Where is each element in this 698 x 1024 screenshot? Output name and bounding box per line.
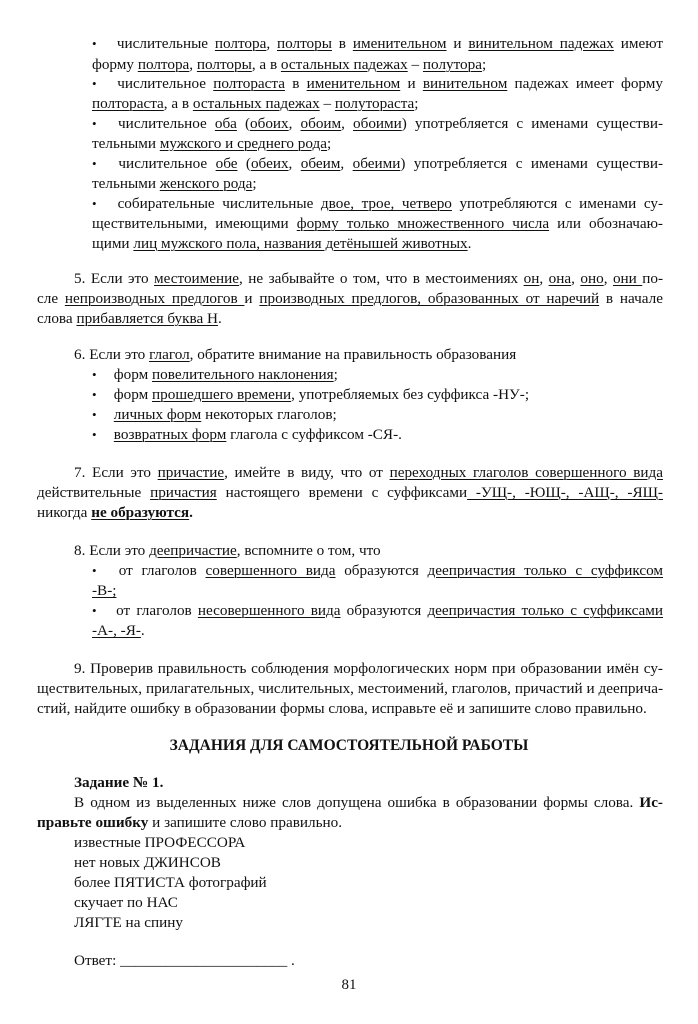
task-1-option-4: скучает по НАС bbox=[74, 894, 178, 911]
item-7-line-1: 7. Если это причастие, имейте в виду, что от переходных глаголов совершенного вида bbox=[74, 464, 663, 481]
task-1-instruction-line-2: правьте ошибку и запишите слово правильно. bbox=[37, 814, 343, 831]
numeral-rule-1-line-2: форму полтора, полторы, а в остальных падежах – полутора; bbox=[92, 56, 487, 73]
item-9-line-3: стий, найдите ошибку в образовании формы слова, исправьте её и запишите слово правильно. bbox=[37, 700, 647, 717]
task-1-option-5: ЛЯГТЕ на спину bbox=[74, 914, 183, 931]
numeral-rule-5-line-3: щими лиц мужского пола, названия детёнышей животных. bbox=[92, 235, 472, 252]
item-8-bullet-2-line-2: -А-, -Я-. bbox=[92, 622, 145, 639]
task-1-instruction-line-1: В одном из выделенных ниже слов допущена ошибка в образовании формы слова. Ис- bbox=[74, 794, 663, 811]
item-9-line-2: ществительных, прилагательных, числительных, местоимений, глаголов, причастий и дееприча- bbox=[37, 680, 663, 697]
item-6-bullet-2: • форм прошедшего времени, употребляемых без суффикса -НУ-; bbox=[92, 385, 529, 405]
numeral-rule-2-line-2: полтораста, а в остальных падежах – полутораста; bbox=[92, 95, 419, 112]
answer-blank[interactable]: ______________________ bbox=[120, 952, 288, 969]
item-8-intro: 8. Если это деепричастие, вспомните о том, что bbox=[74, 542, 381, 559]
answer-label: Ответ: bbox=[74, 952, 117, 969]
item-8-bullet-2-line-1: • от глаголов несовершенного вида образуются деепричастия только с суффиксами bbox=[92, 601, 663, 621]
task-1-option-3: более ПЯТИСТА фотографий bbox=[74, 874, 267, 891]
item-7-line-3: никогда не образуются. bbox=[37, 504, 193, 521]
task-1-title: Задание № 1. bbox=[74, 774, 164, 791]
numeral-rule-4-line-1: • числительное обе (обеих, обеим, обеими) употребляется с именами существи- bbox=[92, 154, 663, 174]
item-5-line-2: сле непроизводных предлогов и производных предлогов, образованных от наречий в начале bbox=[37, 290, 663, 307]
item-6-bullet-3: • личных форм некоторых глаголов; bbox=[92, 405, 337, 425]
numeral-rule-3-line-1: • числительное оба (обоих, обоим, обоими) употребляется с именами существи- bbox=[92, 114, 663, 134]
numeral-rule-5-line-2: ществительными, имеющими форму только множественного числа или обозначаю- bbox=[92, 215, 663, 232]
item-6-bullet-4: • возвратных форм глагола с суффиксом -СЯ-. bbox=[92, 425, 402, 445]
tasks-heading: ЗАДАНИЯ ДЛЯ САМОСТОЯТЕЛЬНОЙ РАБОТЫ bbox=[169, 737, 529, 754]
task-1-option-2: нет новых ДЖИНСОВ bbox=[74, 854, 221, 871]
item-6-bullet-1: • форм повелительного наклонения; bbox=[92, 365, 338, 385]
item-5-line-1: 5. Если это местоимение, не забывайте о том, что в местоимениях он, она, оно, они по- bbox=[74, 270, 664, 287]
item-7-line-2: действительные причастия настоящего времени с суффиксами -УЩ-, -ЮЩ-, -АЩ-, -ЯЩ- bbox=[37, 484, 663, 501]
numeral-rule-5-line-1: • собирательные числительные двое, трое, четверо употребляются с именами су- bbox=[92, 194, 663, 214]
numeral-rule-2-line-1: • числительное полтораста в именительном и винительном падежах имеет форму bbox=[92, 74, 663, 94]
item-6-intro: 6. Если это глагол, обратите внимание на правильность образования bbox=[74, 346, 517, 363]
item-8-bullet-1-line-1: • от глаголов совершенного вида образуются деепричастия только с суффиксом bbox=[92, 561, 663, 581]
item-8-bullet-1-line-2: -В-; bbox=[92, 582, 117, 599]
task-1-option-1: известные ПРОФЕССОРА bbox=[74, 834, 246, 851]
page-number: 81 bbox=[341, 977, 357, 993]
item-5-line-3: слова прибавляется буква Н. bbox=[37, 310, 222, 327]
numeral-rule-4-line-2: тельными женского рода; bbox=[92, 175, 257, 192]
item-9-line-1: 9. Проверив правильность соблюдения морфологических норм при образовании имён су- bbox=[74, 660, 663, 677]
numeral-rule-3-line-2: тельными мужского и среднего рода; bbox=[92, 135, 332, 152]
numeral-rule-1-line-1: • числительные полтора, полторы в именительном и винительном падежах имеют bbox=[92, 34, 663, 54]
task-1-answer: Ответ: ______________________ . bbox=[74, 952, 295, 969]
